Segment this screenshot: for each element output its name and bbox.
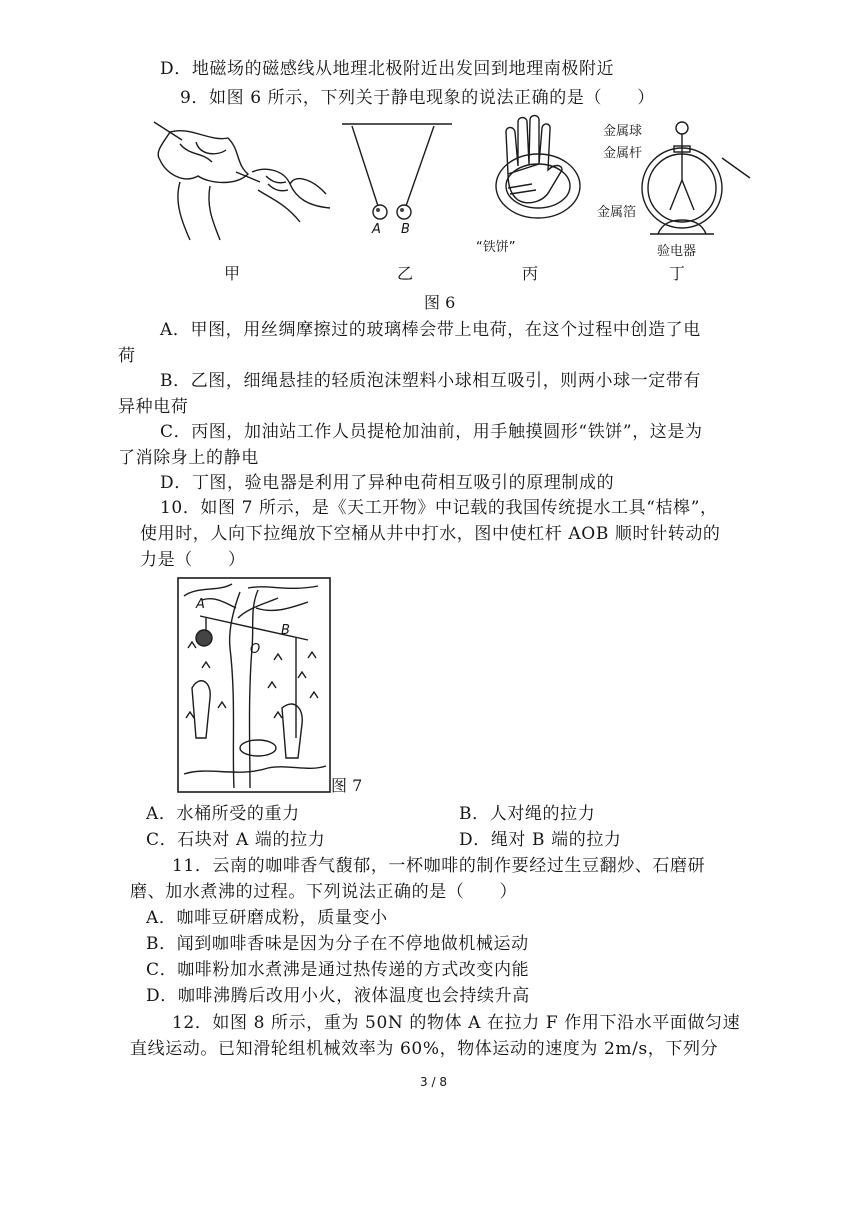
q9-option-a-line2: 荷 bbox=[118, 346, 136, 366]
q11-option-c: C．咖啡粉加水煮沸是通过热传递的方式改变内能 bbox=[146, 960, 530, 980]
q10-option-a: A．水桶所受的重力 bbox=[146, 804, 300, 824]
fig6-jia-illustration bbox=[140, 112, 340, 242]
fig6-caption-jia: 甲 bbox=[224, 264, 241, 283]
fig6-caption-ding: 丁 bbox=[669, 264, 686, 283]
q9-option-c-line2: 了消除身上的静电 bbox=[118, 448, 259, 468]
fig6-caption-yi: 乙 bbox=[397, 264, 414, 283]
fig6-ding-illustration bbox=[640, 118, 760, 248]
q9-option-b-line1: B．乙图，细绳悬挂的轻质泡沫塑料小球相互吸引，则两小球一定带有 bbox=[160, 371, 702, 391]
fig6-label-metal-foil: 金属箔 bbox=[597, 205, 637, 220]
q12-stem-line2: 直线运动。已知滑轮组机械效率为 60%，物体运动的速度为 2m/s，下列分 bbox=[130, 1039, 719, 1059]
fig7-caption: 图 7 bbox=[331, 776, 363, 795]
fig6-tiebing-label: “铁饼” bbox=[476, 240, 516, 255]
q9-stem: 9．如图 6 所示，下列关于静电现象的说法正确的是（ ） bbox=[180, 88, 655, 108]
fig6-caption-bing: 丙 bbox=[522, 264, 539, 283]
fig7-label-b: B bbox=[281, 623, 290, 638]
q9-option-a-line1: A．甲图，用丝绸摩擦过的玻璃棒会带上电荷，在这个过程中创造了电 bbox=[160, 320, 701, 340]
q10-stem-line1: 10．如图 7 所示，是《天工开物》中记载的我国传统提水工具“桔槔”， bbox=[160, 498, 718, 518]
fig6-label-metal-ball: 金属球 bbox=[603, 124, 643, 139]
q9-option-b-line2: 异种电荷 bbox=[118, 397, 189, 417]
fig6-bing-illustration bbox=[488, 114, 588, 224]
page-number: 3 / 8 bbox=[420, 1075, 447, 1089]
fig7-label-a: A bbox=[196, 597, 205, 612]
q12-stem-line1: 12．如图 8 所示，重为 50N 的物体 A 在拉力 F 作用下沿水平面做匀速 bbox=[172, 1013, 741, 1033]
q10-option-d: D．绳对 B 端的拉力 bbox=[459, 830, 622, 850]
fig6-ball-label-a: A bbox=[372, 222, 381, 237]
fig6-yi-illustration bbox=[338, 118, 458, 238]
q11-option-a: A．咖啡豆研磨成粉，质量变小 bbox=[146, 908, 388, 928]
q11-stem-line1: 11．云南的咖啡香气馥郁，一杯咖啡的制作要经过生豆翻炒、石磨研 bbox=[172, 856, 706, 876]
q9-option-c-line1: C．丙图，加油站工作人员提枪加油前，用手触摸圆形“铁饼”，这是为 bbox=[160, 422, 703, 442]
fig7-label-o: O bbox=[250, 642, 261, 657]
q11-stem-line2: 磨、加水煮沸的过程。下列说法正确的是（ ） bbox=[130, 882, 518, 902]
q10-stem-line2: 使用时，人向下拉绳放下空桶从井中打水，图中使杠杆 AOB 顺时针转动的 bbox=[140, 524, 721, 544]
fig6-caption: 图 6 bbox=[424, 293, 456, 312]
fig6-label-metal-rod: 金属杆 bbox=[603, 146, 643, 161]
q8-option-d: D．地磁场的磁感线从地理北极附近出发回到地理南极附近 bbox=[160, 59, 615, 79]
q10-option-b: B．人对绳的拉力 bbox=[459, 804, 596, 824]
q11-option-d: D．咖啡沸腾后改用小火，液体温度也会持续升高 bbox=[146, 986, 530, 1006]
fig6-ball-label-b: B bbox=[401, 222, 410, 237]
q10-stem-line3: 力是（ ） bbox=[140, 550, 246, 570]
fig6-label-electroscope: 验电器 bbox=[657, 244, 697, 259]
q9-option-d: D．丁图，验电器是利用了异种电荷相互吸引的原理制成的 bbox=[160, 473, 615, 493]
q10-option-c: C．石块对 A 端的拉力 bbox=[146, 830, 326, 850]
q11-option-b: B．闻到咖啡香味是因为分子在不停地做机械运动 bbox=[146, 934, 529, 954]
